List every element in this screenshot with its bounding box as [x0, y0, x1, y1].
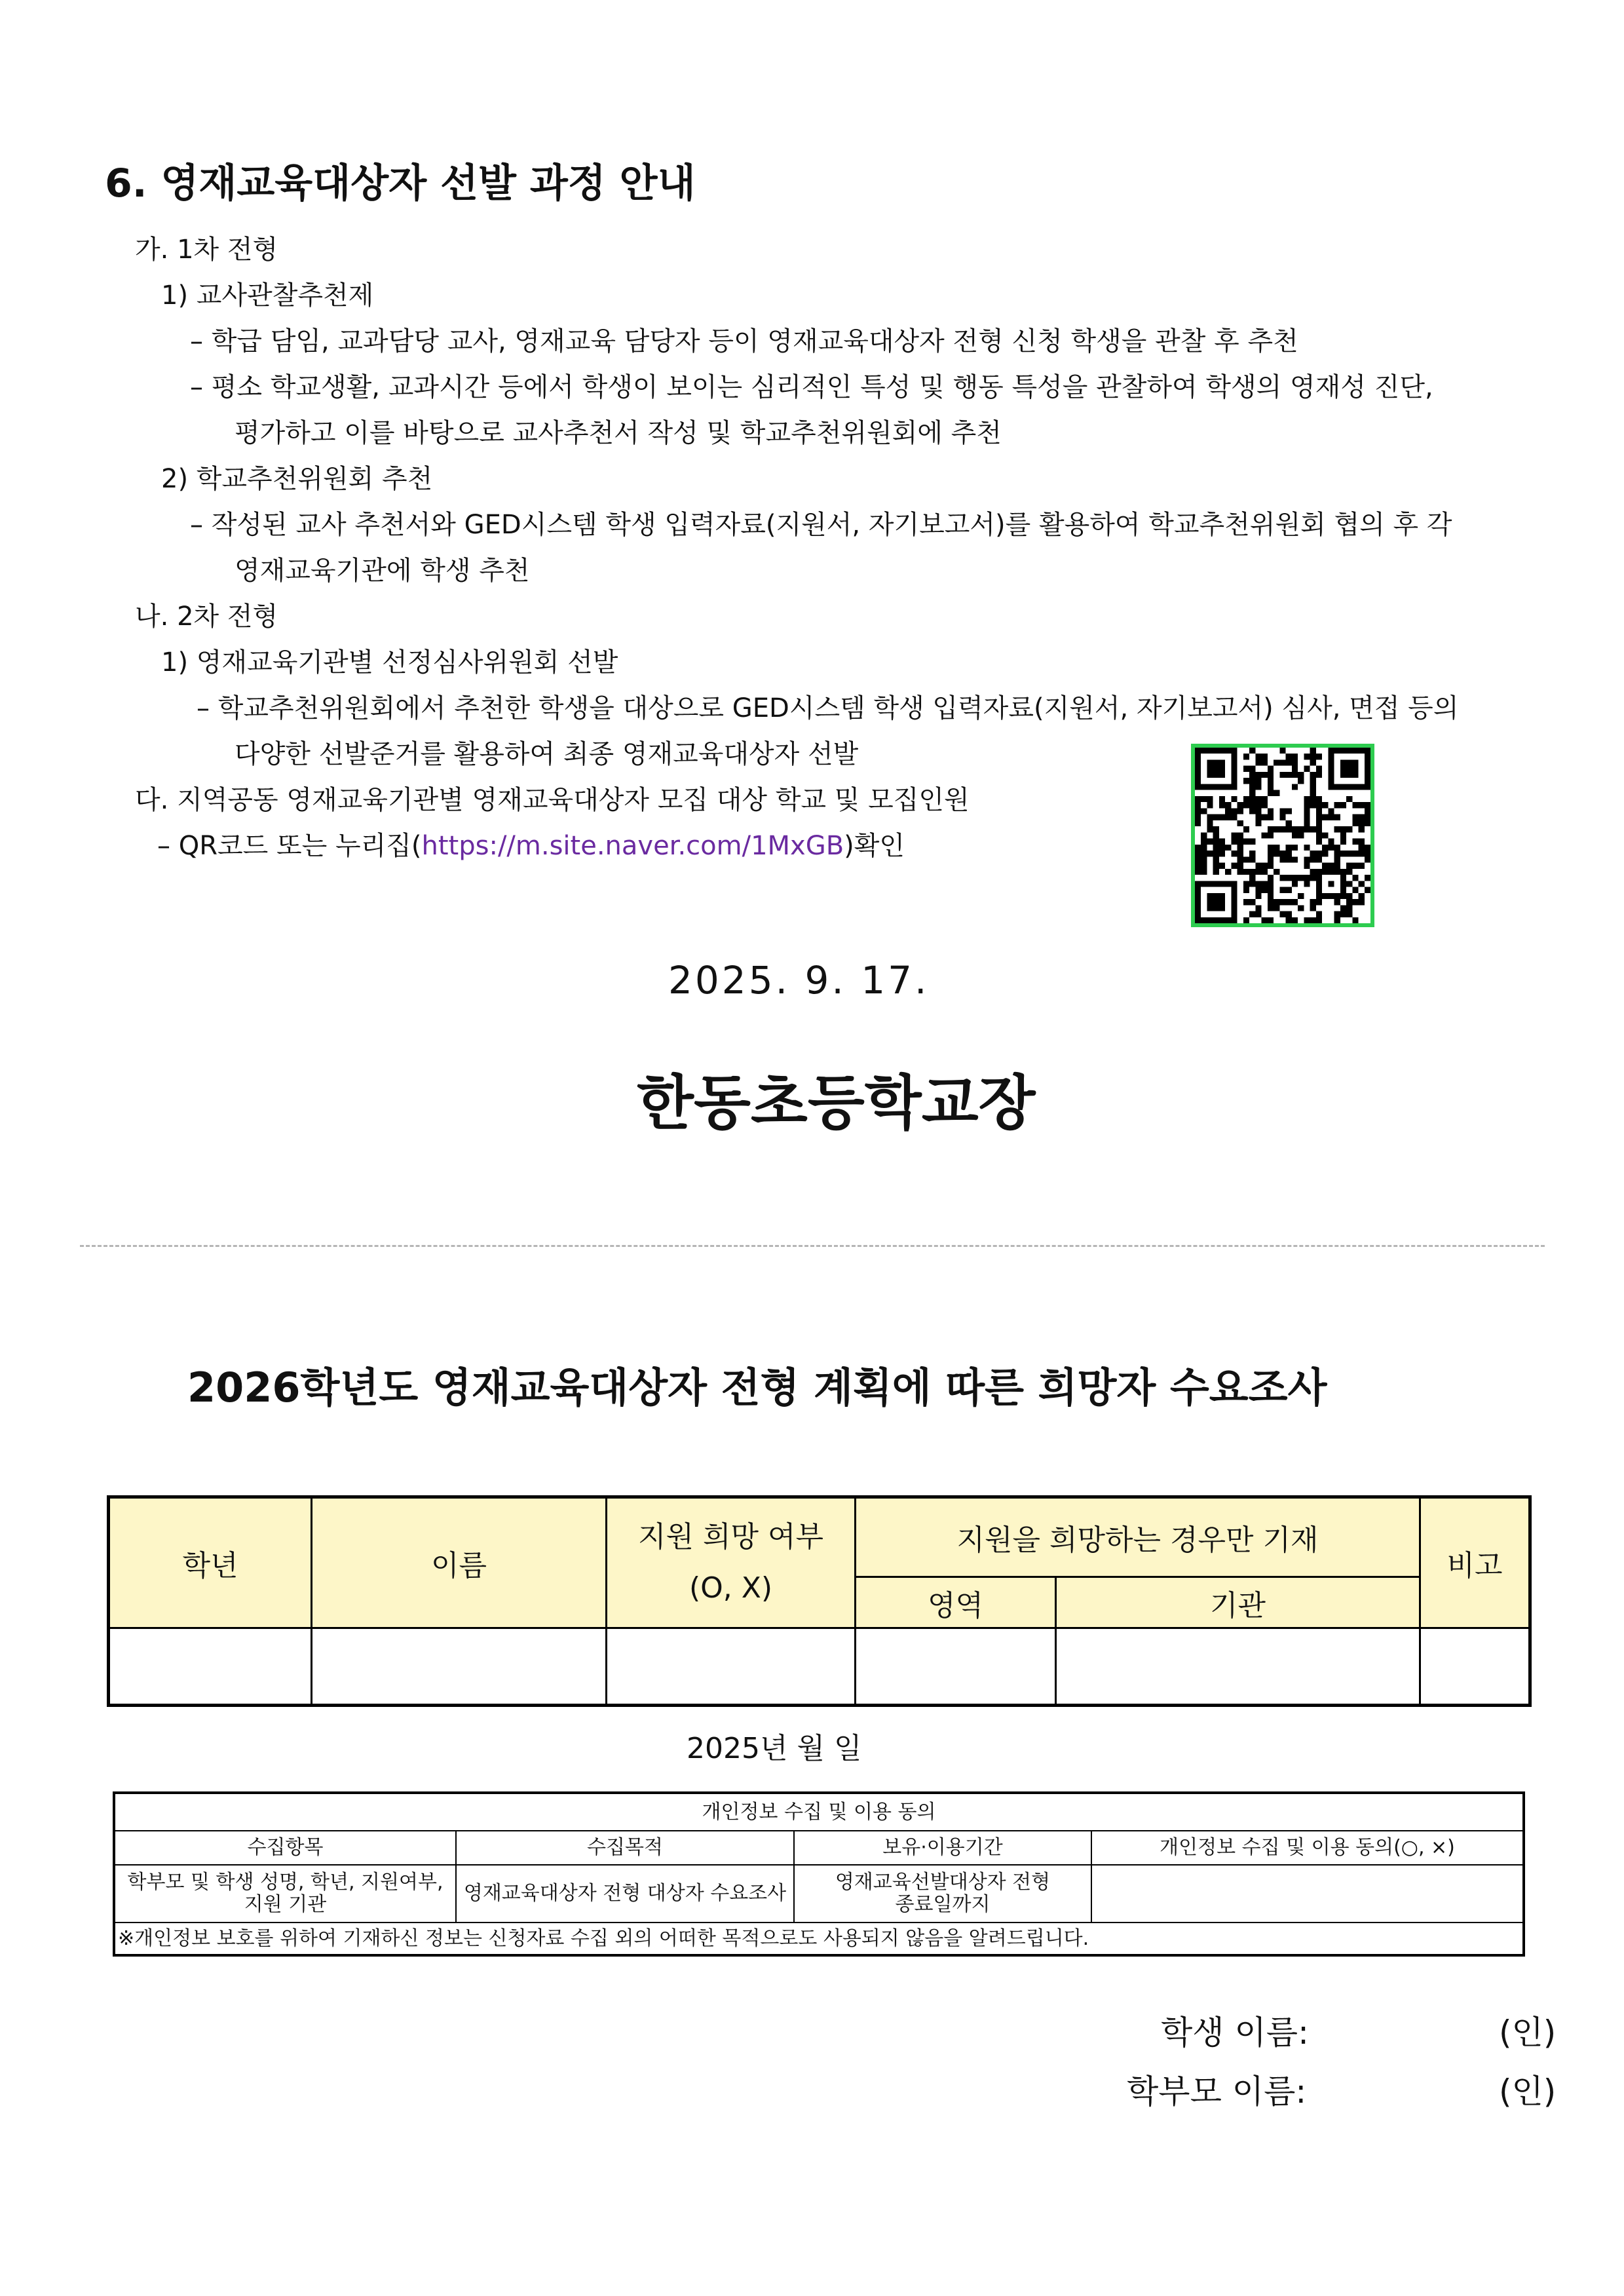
header-field: 영역 [856, 1577, 1056, 1628]
parent-name-label: 학부모 이름: [1127, 2073, 1307, 2111]
privacy-title: 개인정보 수집 및 이용 동의 [114, 1793, 1524, 1831]
parent-seal[interactable]: (인) [1499, 2073, 1557, 2111]
item-da-bullet-1 [157, 823, 905, 869]
input-field[interactable] [856, 1628, 1056, 1706]
header-note: 비고 [1420, 1497, 1530, 1628]
input-note[interactable] [1420, 1628, 1530, 1706]
input-grade[interactable] [109, 1628, 312, 1706]
item-ga-2-bullet-1-cont: 영재교육기관에 학생 추천 [235, 556, 530, 586]
cut-line [80, 1245, 1545, 1247]
item-ga-1: 1) 교사관찰추천제 [161, 280, 374, 311]
da-text-pre: – QR코드 또는 누리집( [157, 831, 422, 861]
header-name: 이름 [312, 1497, 607, 1628]
item-da: 다. 지역공동 영재교육기관별 영재교육대상자 모집 대상 학교 및 모집인원 [135, 785, 970, 815]
item-ga-1-bullet-1: – 학급 담임, 교과담당 교사, 영재교육 담당자 등이 영재교육대상자 전형 신청 학생을 관찰 후 추천 [190, 326, 1298, 356]
header-only-if: 지원을 희망하는 경우만 기재 [856, 1497, 1420, 1577]
input-wish[interactable] [607, 1628, 856, 1706]
item-na-1-bullet-1-cont: 다양한 선발준거를 활용하여 최종 영재교육대상자 선발 [235, 739, 859, 769]
privacy-consent-input[interactable] [1091, 1865, 1524, 1923]
item-ga-2: 2) 학교추천위원회 추천 [161, 464, 433, 494]
header-grade: 학년 [109, 1497, 312, 1628]
privacy-col-purpose: 수집목적 [456, 1831, 794, 1865]
privacy-footnote: ※개인정보 보호를 위하여 기재하신 정보는 신청자료 수집 외의 어떠한 목적으로도 사용되지 않음을 알려드립니다. [114, 1923, 1524, 1955]
input-name[interactable] [312, 1628, 607, 1706]
privacy-row-item-line1: 학부모 및 학생 성명, 학년, 지원여부, [127, 1871, 444, 1894]
privacy-row-item [114, 1865, 456, 1923]
student-seal[interactable]: (인) [1499, 2014, 1557, 2052]
item-ga: 가. 1차 전형 [135, 235, 278, 265]
survey-table [107, 1495, 1532, 1707]
header-wish-line1: 지원 희망 여부 [638, 1520, 823, 1554]
site-link[interactable]: https://m.site.naver.com/1MxGB [421, 831, 844, 861]
item-ga-2-bullet-1: – 작성된 교사 추천서와 GED시스템 학생 입력자료(지원서, 자기보고서)를 활용하여 학교추천위원회 협의 후 각 [190, 510, 1452, 540]
item-ga-1-bullet-2: – 평소 학교생활, 교과시간 등에서 학생이 보이는 심리적인 특성 및 행동 특성을 관찰하여 학생의 영재성 진단, [190, 372, 1433, 402]
privacy-row-period-line2: 종료일까지 [895, 1893, 991, 1916]
issue-date: 2025. 9. 17. [668, 958, 930, 1003]
section-title: 6. 영재교육대상자 선발 과정 안내 [105, 161, 696, 206]
principal-name: 한동초등학교장 [637, 1069, 1036, 1138]
student-name-label: 학생 이름: [1161, 2014, 1309, 2052]
header-institution: 기관 [1056, 1577, 1420, 1628]
da-text-post: )확인 [844, 831, 905, 861]
privacy-col-item: 수집항목 [114, 1831, 456, 1865]
privacy-row-period-line1: 영재교육선발대상자 전형 [835, 1871, 1051, 1894]
qr-code-icon[interactable] [1191, 744, 1374, 927]
survey-title: 2026학년도 영재교육대상자 전형 계획에 따른 희망자 수요조사 [187, 1364, 1327, 1411]
privacy-col-consent: 개인정보 수집 및 이용 동의(○, ×) [1091, 1831, 1524, 1865]
privacy-row-item-line2: 지원 기관 [244, 1893, 327, 1916]
privacy-table [113, 1791, 1525, 1957]
item-na-1-bullet-1: – 학교추천위원회에서 추천한 학생을 대상으로 GED시스템 학생 입력자료(지원서, 자기보고서) 심사, 면접 등의 [197, 693, 1459, 723]
item-ga-1-bullet-2-cont: 평가하고 이를 바탕으로 교사추천서 작성 및 학교추천위원회에 추천 [235, 418, 1002, 448]
item-na-1: 1) 영재교육기관별 선정심사위원회 선발 [161, 647, 618, 678]
header-wish-line2: (O, X) [689, 1571, 773, 1605]
item-na: 나. 2차 전형 [135, 602, 278, 632]
privacy-row-purpose: 영재교육대상자 전형 대상자 수요조사 [456, 1865, 794, 1923]
header-wish [607, 1497, 856, 1628]
input-institution[interactable] [1056, 1628, 1420, 1706]
privacy-col-period: 보유·이용기간 [794, 1831, 1091, 1865]
survey-date-line: 2025년 월 일 [687, 1732, 862, 1765]
privacy-row-period [794, 1865, 1091, 1923]
